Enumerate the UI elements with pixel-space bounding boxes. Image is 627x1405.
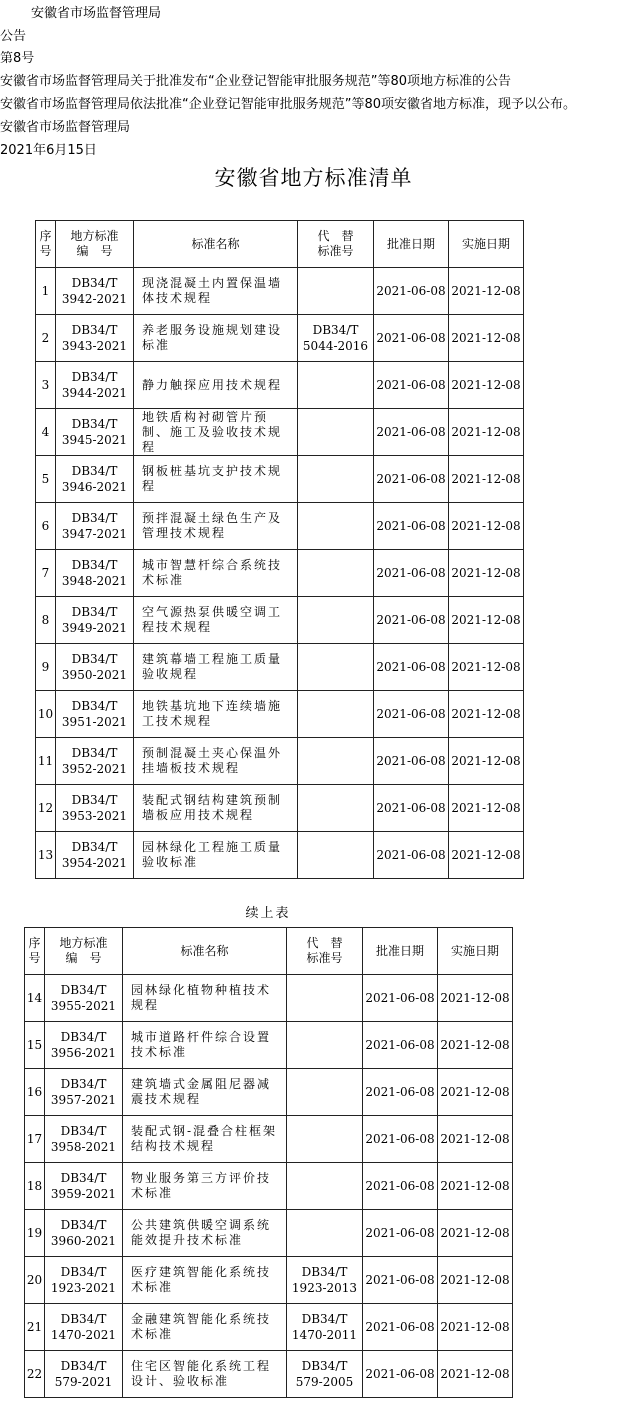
implement-date: 2021-12-08 (449, 691, 524, 738)
continued-label: 续上表 (245, 906, 291, 921)
col-seq: 序 号 (25, 928, 45, 975)
replaced-standard (287, 1163, 363, 1210)
row-number: 19 (25, 1210, 45, 1257)
col-seq: 序 号 (36, 221, 56, 268)
row-number: 3 (36, 362, 56, 409)
approve-date: 2021-06-08 (374, 597, 449, 644)
implement-date: 2021-12-08 (449, 832, 524, 879)
col-implement: 实施日期 (438, 928, 513, 975)
standard-name: 建筑墙式金属阻尼器减震技术规程 (123, 1069, 287, 1116)
implement-date: 2021-12-08 (438, 1069, 513, 1116)
replaced-standard: DB34/T 579-2005 (287, 1351, 363, 1398)
replaced-standard (298, 597, 374, 644)
approve-date: 2021-06-08 (374, 785, 449, 832)
standard-name: 城市智慧杆综合系统技术标准 (134, 550, 298, 597)
approve-date: 2021-06-08 (374, 315, 449, 362)
standard-name: 预拌混凝土绿色生产及管理技术规程 (134, 503, 298, 550)
approve-date: 2021-06-08 (363, 1351, 438, 1398)
standard-name: 园林绿化工程施工质量验收标准 (134, 832, 298, 879)
standard-name: 现浇混凝土内置保温墙体技术规程 (134, 268, 298, 315)
implement-date: 2021-12-08 (449, 268, 524, 315)
replaced-standard (298, 503, 374, 550)
standard-code: DB34/T 3950-2021 (56, 644, 134, 691)
implement-date: 2021-12-08 (438, 1116, 513, 1163)
row-number: 21 (25, 1304, 45, 1351)
standard-code: DB34/T 3944-2021 (56, 362, 134, 409)
implement-date: 2021-12-08 (438, 1210, 513, 1257)
implement-date: 2021-12-08 (449, 362, 524, 409)
table-row (36, 691, 524, 738)
standard-name: 预制混凝土夹心保温外挂墙板技术规程 (134, 738, 298, 785)
implement-date: 2021-12-08 (438, 1257, 513, 1304)
table-row (25, 1257, 513, 1304)
table-row (25, 975, 513, 1022)
table-header-row (36, 221, 524, 268)
standard-name: 住宅区智能化系统工程设计、验收标准 (123, 1351, 287, 1398)
table-row (36, 315, 524, 362)
row-number: 4 (36, 409, 56, 456)
table-row (25, 1116, 513, 1163)
standard-code: DB34/T 3947-2021 (56, 503, 134, 550)
standards-table-1 (35, 220, 524, 879)
row-number: 11 (36, 738, 56, 785)
standard-code: DB34/T 3949-2021 (56, 597, 134, 644)
standard-code: DB34/T 3958-2021 (45, 1116, 123, 1163)
standard-code: DB34/T 1923-2021 (45, 1257, 123, 1304)
replaced-standard: DB34/T 1470-2011 (287, 1304, 363, 1351)
replaced-standard (298, 409, 374, 456)
table-row (36, 644, 524, 691)
row-number: 17 (25, 1116, 45, 1163)
standard-code: DB34/T 3956-2021 (45, 1022, 123, 1069)
col-replace: 代 替 标准号 (287, 928, 363, 975)
standard-code: DB34/T 3953-2021 (56, 785, 134, 832)
approve-date: 2021-06-08 (374, 362, 449, 409)
table-header-row (25, 928, 513, 975)
standard-name: 养老服务设施规划建设标准 (134, 315, 298, 362)
table-row (36, 268, 524, 315)
standard-code: DB34/T 3946-2021 (56, 456, 134, 503)
col-implement: 实施日期 (449, 221, 524, 268)
approve-date: 2021-06-08 (374, 409, 449, 456)
agency-name: 安徽省市场监督管理局 (31, 6, 162, 21)
col-name: 标准名称 (134, 221, 298, 268)
table-row (25, 1210, 513, 1257)
row-number: 16 (25, 1069, 45, 1116)
doc-title: 安徽省地方标准清单 (214, 166, 413, 190)
row-number: 5 (36, 456, 56, 503)
standard-code: DB34/T 3952-2021 (56, 738, 134, 785)
implement-date: 2021-12-08 (449, 456, 524, 503)
table-row (25, 1069, 513, 1116)
replaced-standard (287, 1069, 363, 1116)
row-number: 8 (36, 597, 56, 644)
implement-date: 2021-12-08 (449, 738, 524, 785)
row-number: 22 (25, 1351, 45, 1398)
standard-code: DB34/T 3943-2021 (56, 315, 134, 362)
table-row (36, 503, 524, 550)
row-number: 15 (25, 1022, 45, 1069)
standard-code: DB34/T 3957-2021 (45, 1069, 123, 1116)
replaced-standard (298, 456, 374, 503)
standard-code: DB34/T 3951-2021 (56, 691, 134, 738)
implement-date: 2021-12-08 (449, 550, 524, 597)
replaced-standard (298, 644, 374, 691)
replaced-standard (298, 550, 374, 597)
standard-name: 空气源热泵供暖空调工程技术规程 (134, 597, 298, 644)
row-number: 12 (36, 785, 56, 832)
standard-code: DB34/T 3954-2021 (56, 832, 134, 879)
approve-date: 2021-06-08 (374, 503, 449, 550)
approve-date: 2021-06-08 (374, 691, 449, 738)
standard-code: DB34/T 3948-2021 (56, 550, 134, 597)
approve-date: 2021-06-08 (374, 738, 449, 785)
table-row (25, 1351, 513, 1398)
replaced-standard (287, 975, 363, 1022)
table-row (36, 832, 524, 879)
replaced-standard (298, 832, 374, 879)
replaced-standard: DB34/T 1923-2013 (287, 1257, 363, 1304)
implement-date: 2021-12-08 (438, 975, 513, 1022)
announcement-date: 2021年6月15日 (0, 143, 97, 158)
table-row (36, 597, 524, 644)
standard-code: DB34/T 3942-2021 (56, 268, 134, 315)
row-number: 6 (36, 503, 56, 550)
standard-name: 地铁基坑地下连续墙施工技术规程 (134, 691, 298, 738)
approve-date: 2021-06-08 (363, 1163, 438, 1210)
approve-date: 2021-06-08 (363, 1116, 438, 1163)
approve-date: 2021-06-08 (363, 1257, 438, 1304)
standard-name: 装配式钢结构建筑预制墙板应用技术规程 (134, 785, 298, 832)
approve-date: 2021-06-08 (363, 1210, 438, 1257)
col-code: 地方标准 编 号 (45, 928, 123, 975)
replaced-standard: DB34/T 5044-2016 (298, 315, 374, 362)
approve-date: 2021-06-08 (363, 1304, 438, 1351)
table-row (36, 785, 524, 832)
replaced-standard (287, 1210, 363, 1257)
replaced-standard (287, 1022, 363, 1069)
standard-code: DB34/T 3960-2021 (45, 1210, 123, 1257)
standards-table-2 (24, 927, 513, 1398)
standard-code: DB34/T 579-2021 (45, 1351, 123, 1398)
table-row (36, 362, 524, 409)
implement-date: 2021-12-08 (449, 503, 524, 550)
approve-date: 2021-06-08 (363, 1022, 438, 1069)
col-approve: 批准日期 (363, 928, 438, 975)
standard-code: DB34/T 1470-2021 (45, 1304, 123, 1351)
table-row (36, 409, 524, 456)
row-number: 13 (36, 832, 56, 879)
approve-date: 2021-06-08 (363, 975, 438, 1022)
approve-date: 2021-06-08 (374, 550, 449, 597)
implement-date: 2021-12-08 (438, 1163, 513, 1210)
standard-code: DB34/T 3945-2021 (56, 409, 134, 456)
implement-date: 2021-12-08 (449, 785, 524, 832)
approve-date: 2021-06-08 (374, 832, 449, 879)
standard-name: 城市道路杆件综合设置技术标准 (123, 1022, 287, 1069)
table-row (36, 456, 524, 503)
col-name: 标准名称 (123, 928, 287, 975)
table-row (36, 738, 524, 785)
approve-date: 2021-06-08 (363, 1069, 438, 1116)
implement-date: 2021-12-08 (438, 1022, 513, 1069)
col-replace: 代 替 标准号 (298, 221, 374, 268)
row-number: 9 (36, 644, 56, 691)
implement-date: 2021-12-08 (449, 315, 524, 362)
col-approve: 批准日期 (374, 221, 449, 268)
announcement-label: 公告 (0, 29, 27, 44)
standard-name: 装配式钢-混叠合柱框架结构技术规程 (123, 1116, 287, 1163)
replaced-standard (298, 785, 374, 832)
standard-name: 地铁盾构衬砌管片预制、施工及验收技术规程 (134, 409, 298, 456)
standard-code: DB34/T 3955-2021 (45, 975, 123, 1022)
implement-date: 2021-12-08 (449, 409, 524, 456)
announcement-body: 安徽省市场监督管理局依法批准“企业登记智能审批服务规范”等80项安徽省地方标准，现予以公布。 (0, 97, 577, 112)
row-number: 1 (36, 268, 56, 315)
implement-date: 2021-12-08 (438, 1351, 513, 1398)
row-number: 10 (36, 691, 56, 738)
row-number: 18 (25, 1163, 45, 1210)
standard-name: 静力触探应用技术规程 (134, 362, 298, 409)
replaced-standard (287, 1116, 363, 1163)
table-row (25, 1304, 513, 1351)
approve-date: 2021-06-08 (374, 644, 449, 691)
table-row (25, 1163, 513, 1210)
approve-date: 2021-06-08 (374, 456, 449, 503)
standard-name: 物业服务第三方评价技术标准 (123, 1163, 287, 1210)
replaced-standard (298, 738, 374, 785)
implement-date: 2021-12-08 (438, 1304, 513, 1351)
replaced-standard (298, 268, 374, 315)
standard-name: 园林绿化植物种植技术规程 (123, 975, 287, 1022)
row-number: 14 (25, 975, 45, 1022)
table-row (36, 550, 524, 597)
col-code: 地方标准 编 号 (56, 221, 134, 268)
replaced-standard (298, 362, 374, 409)
row-number: 2 (36, 315, 56, 362)
standard-name: 公共建筑供暖空调系统能效提升技术标准 (123, 1210, 287, 1257)
standard-name: 医疗建筑智能化系统技术标准 (123, 1257, 287, 1304)
announcement-number: 第8号 (0, 51, 35, 66)
approve-date: 2021-06-08 (374, 268, 449, 315)
standard-code: DB34/T 3959-2021 (45, 1163, 123, 1210)
standard-name: 建筑幕墙工程施工质量验收规程 (134, 644, 298, 691)
row-number: 7 (36, 550, 56, 597)
implement-date: 2021-12-08 (449, 644, 524, 691)
standard-name: 钢板桩基坑支护技术规程 (134, 456, 298, 503)
signer: 安徽省市场监督管理局 (0, 120, 131, 135)
row-number: 20 (25, 1257, 45, 1304)
standard-name: 金融建筑智能化系统技术标准 (123, 1304, 287, 1351)
table-row (25, 1022, 513, 1069)
announcement-subject: 安徽省市场监督管理局关于批准发布“企业登记智能审批服务规范”等80项地方标准的公告 (0, 74, 512, 89)
replaced-standard (298, 691, 374, 738)
implement-date: 2021-12-08 (449, 597, 524, 644)
